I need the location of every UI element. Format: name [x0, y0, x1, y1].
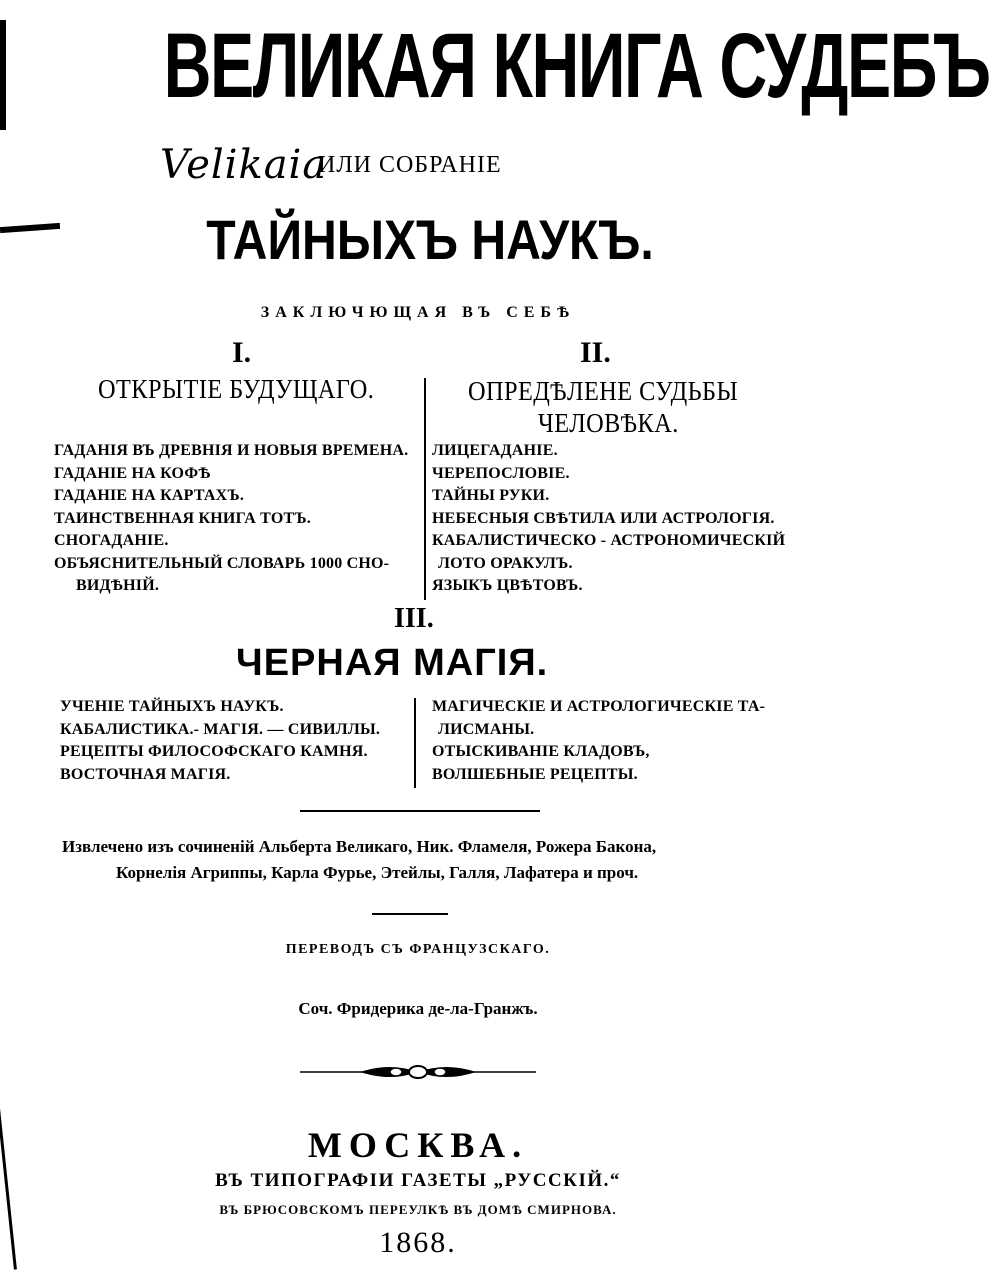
list-item: ЧЕРЕПОСЛОВIЕ.	[432, 464, 570, 482]
subtitle-line-1: ИЛИ СОБРАНIЕ	[318, 152, 502, 178]
list-item: МАГИЧЕСКIЕ И АСТРОЛОГИЧЕСКIЕ ТА-	[432, 698, 766, 715]
section-2-list	[432, 440, 832, 598]
section-2-heading-line-2: ЧЕЛОВѢКА.	[538, 408, 679, 438]
credit-line-1: Извлечено изъ сочиненiй Альберта Великаго, Ник. Фламеля, Рожера Бакона,	[62, 837, 657, 856]
scan-edge-mark	[0, 223, 60, 233]
list-item: ГАДАНIЕ НА КАРТАХЪ.	[54, 487, 245, 504]
translation-note: ПЕРЕВОДЪ СЪ ФРАНЦУЗСКАГО.	[285, 942, 551, 957]
book-title: ВЕЛИКАЯ КНИГА СУДЕБЪ	[163, 15, 990, 117]
list-item: ГАДАНIЕ НА КОФѢ	[54, 464, 211, 482]
list-item: ЯЗЫКЪ ЦВѢТОВЪ.	[432, 577, 583, 594]
section-3-right-list	[432, 696, 832, 786]
list-item: СНОГАДАНIЕ.	[54, 532, 169, 549]
contains-caption: ЗАКЛЮЧЮЩАЯ ВЪ СЕБѢ	[260, 304, 576, 321]
list-item: ВОСТОЧНАЯ МАГIЯ.	[60, 765, 231, 783]
list-item: КАБАЛИСТИЧЕСКО - АСТРОНОМИЧЕСКIЙ	[432, 532, 786, 549]
column-divider	[414, 698, 416, 788]
press-line-2: ВЪ БРЮСОВСКОМЪ ПЕРЕУЛКѢ ВЪ ДОМѢ СМИРНОВА.	[219, 1202, 617, 1217]
publication-year: 1868.	[379, 1226, 457, 1259]
section-1-list	[54, 440, 420, 598]
column-divider	[424, 378, 426, 600]
handwritten-note: Velikaia	[160, 142, 328, 188]
section-3-numeral: III.	[394, 603, 434, 634]
section-2-numeral: II.	[580, 336, 611, 369]
list-item: ОТЫСКИВАНIЕ КЛАДОВЪ,	[432, 743, 650, 760]
separator-rule	[300, 810, 540, 812]
list-item: ВОЛШЕБНЫЕ РЕЦЕПТЫ.	[432, 765, 638, 783]
subtitle-line-2: ТАЙНЫХЪ НАУКЪ.	[206, 208, 654, 271]
ornament-divider	[300, 1060, 536, 1084]
city-name: МОСКВА.	[307, 1125, 529, 1165]
press-line-1: ВЪ ТИПОГРАФIИ ГАЗЕТЫ „РУССКIЙ.“	[215, 1170, 621, 1191]
separator-rule	[372, 913, 448, 915]
section-2-heading-line-1: ОПРЕДѢЛЕНЕ СУДЬБЫ	[468, 376, 739, 406]
scan-edge-mark	[0, 20, 6, 130]
list-item: НЕБЕСНЫЯ СВѢТИЛА ИЛИ АСТРОЛОГIЯ.	[432, 509, 775, 527]
section-1-heading: ОТКРЫТIЕ БУДУЩАГО.	[98, 374, 375, 404]
list-item: УЧЕНIЕ ТАЙНЫХЪ НАУКЪ.	[60, 698, 284, 715]
list-item: ЛИЦЕГАДАНIЕ.	[432, 442, 558, 459]
list-item: ЛИСМАНЫ.	[438, 720, 535, 738]
list-item: ОБЪЯСНИТЕЛЬНЫЙ СЛОВАРЬ 1000 СНО-	[54, 554, 390, 572]
section-1-numeral: I.	[232, 336, 252, 369]
list-item: РЕЦЕПТЫ ФИЛОСОФСКАГО КАМНЯ.	[60, 743, 368, 760]
list-item: ГАДАНIЯ ВЪ ДРЕВНIЯ И НОВЫЯ ВРЕМЕНА.	[54, 442, 409, 459]
list-item: КАБАЛИСТИКА.- МАГIЯ. — СИВИЛЛЫ.	[60, 720, 381, 738]
list-item: ВИДѢНIЙ.	[76, 577, 160, 594]
author-line: Соч. Фридерика де-ла-Гранжъ.	[298, 999, 538, 1018]
list-item: ТАЙНЫ РУКИ.	[432, 487, 550, 504]
section-3-heading: ЧЕРНАЯ МАГIЯ.	[236, 642, 549, 684]
list-item: ЛОТО ОРАКУЛЪ.	[438, 554, 573, 572]
list-item: ТАИНСТВЕННАЯ КНИГА ТОТЪ.	[54, 509, 311, 527]
credit-line-2: Корнелiя Агриппы, Карла Фурье, Этейлы, Галля, Лафатера и проч.	[116, 863, 639, 882]
section-3-left-list	[60, 696, 412, 786]
